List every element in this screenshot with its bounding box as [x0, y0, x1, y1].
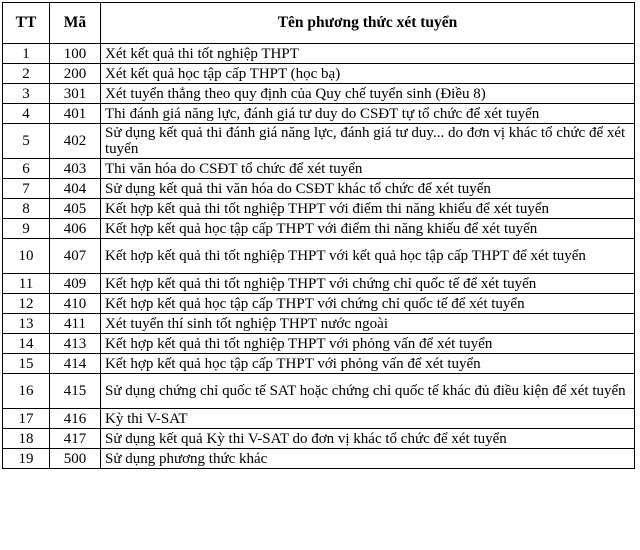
- cell-ma: 406: [50, 219, 101, 239]
- cell-name: Kết hợp kết quả học tập cấp THPT với phỏng vấn để xét tuyển: [101, 354, 635, 374]
- cell-name: Sử dụng kết quả thi đánh giá năng lực, đánh giá tư duy... do đơn vị khác tổ chức để xét tuyển: [101, 124, 635, 159]
- cell-tt: 10: [3, 239, 50, 274]
- cell-ma: 401: [50, 104, 101, 124]
- table-row: [3, 294, 635, 314]
- table-row: [3, 159, 635, 179]
- table-row: [3, 334, 635, 354]
- table-header-row: [3, 3, 635, 44]
- cell-tt: 15: [3, 354, 50, 374]
- table-row: [3, 64, 635, 84]
- cell-tt: 5: [3, 124, 50, 159]
- cell-name: Sử dụng phương thức khác: [101, 449, 635, 469]
- cell-tt: 2: [3, 64, 50, 84]
- table-row: [3, 314, 635, 334]
- cell-tt: 1: [3, 44, 50, 64]
- cell-tt: 11: [3, 274, 50, 294]
- cell-tt: 12: [3, 294, 50, 314]
- table-row: [3, 199, 635, 219]
- cell-name: Xét kết quả thi tốt nghiệp THPT: [101, 44, 635, 64]
- cell-ma: 405: [50, 199, 101, 219]
- cell-ma: 417: [50, 429, 101, 449]
- cell-ma: 403: [50, 159, 101, 179]
- cell-name: Sử dụng kết quả Kỳ thi V-SAT do đơn vị khác tổ chức để xét tuyển: [101, 429, 635, 449]
- cell-name: Thi đánh giá năng lực, đánh giá tư duy do CSĐT tự tổ chức để xét tuyển: [101, 104, 635, 124]
- cell-ma: 404: [50, 179, 101, 199]
- table-row: [3, 179, 635, 199]
- cell-tt: 17: [3, 409, 50, 429]
- cell-ma: 413: [50, 334, 101, 354]
- column-header-tt: TT: [3, 3, 50, 44]
- cell-name: Sử dụng chứng chỉ quốc tế SAT hoặc chứng chỉ quốc tế khác đủ điều kiện để xét tuyển: [101, 374, 635, 409]
- cell-tt: 16: [3, 374, 50, 409]
- cell-name: Sử dụng kết quả thi văn hóa do CSĐT khác tổ chức để xét tuyển: [101, 179, 635, 199]
- cell-tt: 7: [3, 179, 50, 199]
- cell-name: Kết hợp kết quả thi tốt nghiệp THPT với điểm thi năng khiếu để xét tuyển: [101, 199, 635, 219]
- table-row: [3, 104, 635, 124]
- cell-ma: 500: [50, 449, 101, 469]
- column-header-ma: Mã: [50, 3, 101, 44]
- cell-ma: 409: [50, 274, 101, 294]
- table-row: [3, 239, 635, 274]
- cell-ma: 411: [50, 314, 101, 334]
- table-row: [3, 374, 635, 409]
- table-row: [3, 44, 635, 64]
- cell-name: Kết hợp kết quả học tập cấp THPT với chứng chỉ quốc tế để xét tuyển: [101, 294, 635, 314]
- table-row: [3, 354, 635, 374]
- cell-ma: 402: [50, 124, 101, 159]
- cell-tt: 6: [3, 159, 50, 179]
- cell-tt: 3: [3, 84, 50, 104]
- cell-ma: 200: [50, 64, 101, 84]
- cell-tt: 4: [3, 104, 50, 124]
- cell-name: Kỳ thi V-SAT: [101, 409, 635, 429]
- cell-name: Kết hợp kết quả học tập cấp THPT với điểm thi năng khiếu để xét tuyển: [101, 219, 635, 239]
- cell-tt: 19: [3, 449, 50, 469]
- cell-ma: 415: [50, 374, 101, 409]
- admission-methods-table: [2, 2, 635, 469]
- cell-name: Xét kết quả học tập cấp THPT (học bạ): [101, 64, 635, 84]
- cell-ma: 414: [50, 354, 101, 374]
- cell-ma: 100: [50, 44, 101, 64]
- table-row: [3, 274, 635, 294]
- column-header-name: Tên phương thức xét tuyển: [101, 3, 635, 44]
- cell-name: Kết hợp kết quả thi tốt nghiệp THPT với chứng chỉ quốc tế để xét tuyển: [101, 274, 635, 294]
- cell-name: Kết hợp kết quả thi tốt nghiệp THPT với kết quả học tập cấp THPT để xét tuyển: [101, 239, 635, 274]
- table-row: [3, 124, 635, 159]
- cell-name: Xét tuyển thẳng theo quy định của Quy chế tuyển sinh (Điều 8): [101, 84, 635, 104]
- cell-ma: 407: [50, 239, 101, 274]
- cell-ma: 410: [50, 294, 101, 314]
- cell-ma: 301: [50, 84, 101, 104]
- cell-name: Xét tuyển thí sinh tốt nghiệp THPT nước ngoài: [101, 314, 635, 334]
- table-row: [3, 219, 635, 239]
- cell-tt: 13: [3, 314, 50, 334]
- table-row: [3, 429, 635, 449]
- cell-ma: 416: [50, 409, 101, 429]
- table-row: [3, 449, 635, 469]
- cell-tt: 14: [3, 334, 50, 354]
- table-row: [3, 84, 635, 104]
- cell-tt: 8: [3, 199, 50, 219]
- cell-name: Kết hợp kết quả thi tốt nghiệp THPT với phỏng vấn để xét tuyển: [101, 334, 635, 354]
- cell-name: Thi văn hóa do CSĐT tổ chức để xét tuyển: [101, 159, 635, 179]
- cell-tt: 18: [3, 429, 50, 449]
- cell-tt: 9: [3, 219, 50, 239]
- table-row: [3, 409, 635, 429]
